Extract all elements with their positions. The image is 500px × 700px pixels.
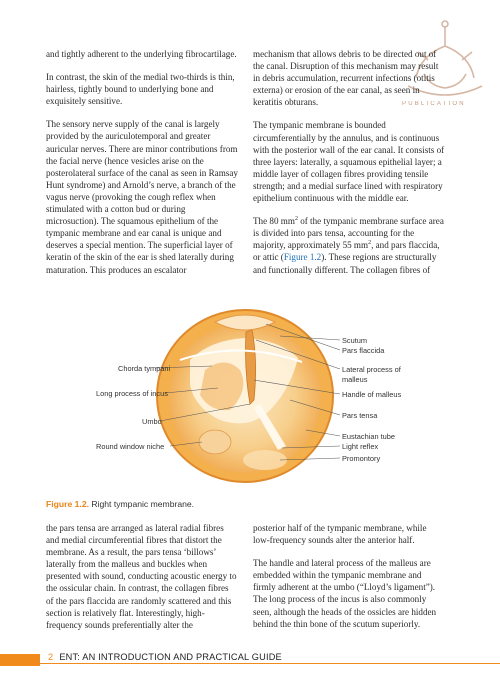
label-pars-flaccida: Pars flaccida	[342, 346, 385, 355]
paragraph	[253, 215, 445, 275]
label-umbo: Umbo	[142, 417, 162, 426]
running-title: ENT: AN INTRODUCTION AND PRACTICAL GUIDE	[59, 652, 282, 662]
paragraph: mechanism that allows debris to be directed out of the canal. Disruption of this mechanism may result in debris accumulation, recurrent infections (otitis externa) or erosion of the ear canal, as seen in keratitis obturans.	[253, 49, 439, 108]
round-window-niche	[199, 430, 231, 454]
label-light-reflex: Light reflex	[342, 442, 379, 451]
paragraph: The tympanic membrane is bounded circumferentially by the annulus, and is continuous with the posterior wall of the ear canal. It consists of three layers: laterally, a squamous epithelial layer; a middle layer of collagen fibres providing tensile strength; and a medial surface lined with respiratory epithelium continuous with the middle ear.	[253, 120, 445, 204]
paragraph: the pars tensa are arranged as lateral radial fibres and medial circumferential fibres that distort the membrane. As a result, the pars tensa ‘billows’ laterally from the malleus and buckles when presented with sound, conducting acoustic energy to the ossicular chain. In contrast, the collagen fibres of the pars flaccida are randomly scattered and this section is relatively flat. Interestingly, high-frequency sounds preferentially alter the	[46, 523, 237, 630]
page-number: 2	[48, 652, 54, 662]
body-column-left-top	[46, 48, 238, 287]
label-lateral-process: Lateral process of	[342, 365, 401, 374]
label-lateral-process-malleus: malleus	[342, 375, 368, 384]
page-footer	[48, 652, 282, 662]
superscript: 2	[368, 240, 372, 247]
body-column-right-top	[253, 48, 445, 287]
tympanic-membrane-illustration	[40, 300, 460, 490]
paragraph: In contrast, the skin of the medial two-thirds is thin, hairless, tightly bound to underlying bone and exquisitely sensitive.	[46, 72, 235, 107]
figure-caption-label: Figure 1.2.	[46, 499, 89, 509]
text-run: , and pars flaccida, or attic (	[253, 240, 440, 263]
paragraph: and tightly adherent to the underlying fibrocartilage.	[46, 49, 237, 59]
text-run: The 80 mm	[253, 216, 295, 227]
text-run: ). These regions are structurally and functionally different. The collagen fibres of	[253, 252, 437, 275]
figure-caption-text: Right tympanic membrane.	[88, 499, 195, 509]
label-chorda-tympani: Chorda tympani	[118, 364, 171, 373]
body-column-left-bottom	[46, 522, 238, 642]
label-pars-tensa: Pars tensa	[342, 411, 378, 420]
tympanic-membrane-figure	[40, 300, 460, 490]
body-column-right-bottom	[253, 522, 445, 641]
footer-rule	[40, 663, 500, 664]
figure-reference-link[interactable]: Figure 1.2	[283, 252, 322, 263]
publisher-watermark-text: PUBLICATION	[402, 101, 466, 107]
paragraph: posterior half of the tympanic membrane, while low-frequency sounds alter the anterior half.	[253, 523, 427, 546]
label-promontory: Promontory	[342, 454, 381, 463]
label-round-window-niche: Round window niche	[96, 442, 165, 451]
superscript: 2	[294, 216, 298, 223]
label-handle-of-malleus: Handle of malleus	[342, 390, 402, 399]
paragraph: The sensory nerve supply of the canal is largely provided by the auriculotemporal and greater auricular nerves. There are minor contributions from the facial nerve (hence vesicles arise on the posterolateral surface of the canal as seen in Ramsay Hunt syndrome) and Arnold’s nerve, a branch of the vagus nerve (provoking the cough reflex when stimulated with a cotton bud or during microsuction). The squamous epithelium of the tympanic membrane and ear canal is unique and deserves a special mention. The superficial layer of keratin of the skin of the ear is shed laterally during maturation. This produces an escalator	[46, 119, 238, 275]
text-run: of the tympanic membrane surface area is divided into pars tensa, accounting for the majority, approximately 55 mm	[253, 216, 444, 251]
label-eustachian-tube: Eustachian tube	[342, 432, 396, 441]
paragraph: The handle and lateral process of the malleus are embedded within the tympanic membrane and firmly adherent at the umbo (“Lloyd’s ligament”). The long process of the incus is also commonly seen, although the heads of the ossicles are hidden behind the thin bone of the scutum superiorly.	[253, 558, 437, 629]
label-scutum: Scutum	[342, 336, 368, 345]
figure-caption	[46, 499, 194, 509]
footer-accent-bar	[0, 654, 40, 666]
label-long-process-incus: Long process of incus	[96, 389, 168, 398]
